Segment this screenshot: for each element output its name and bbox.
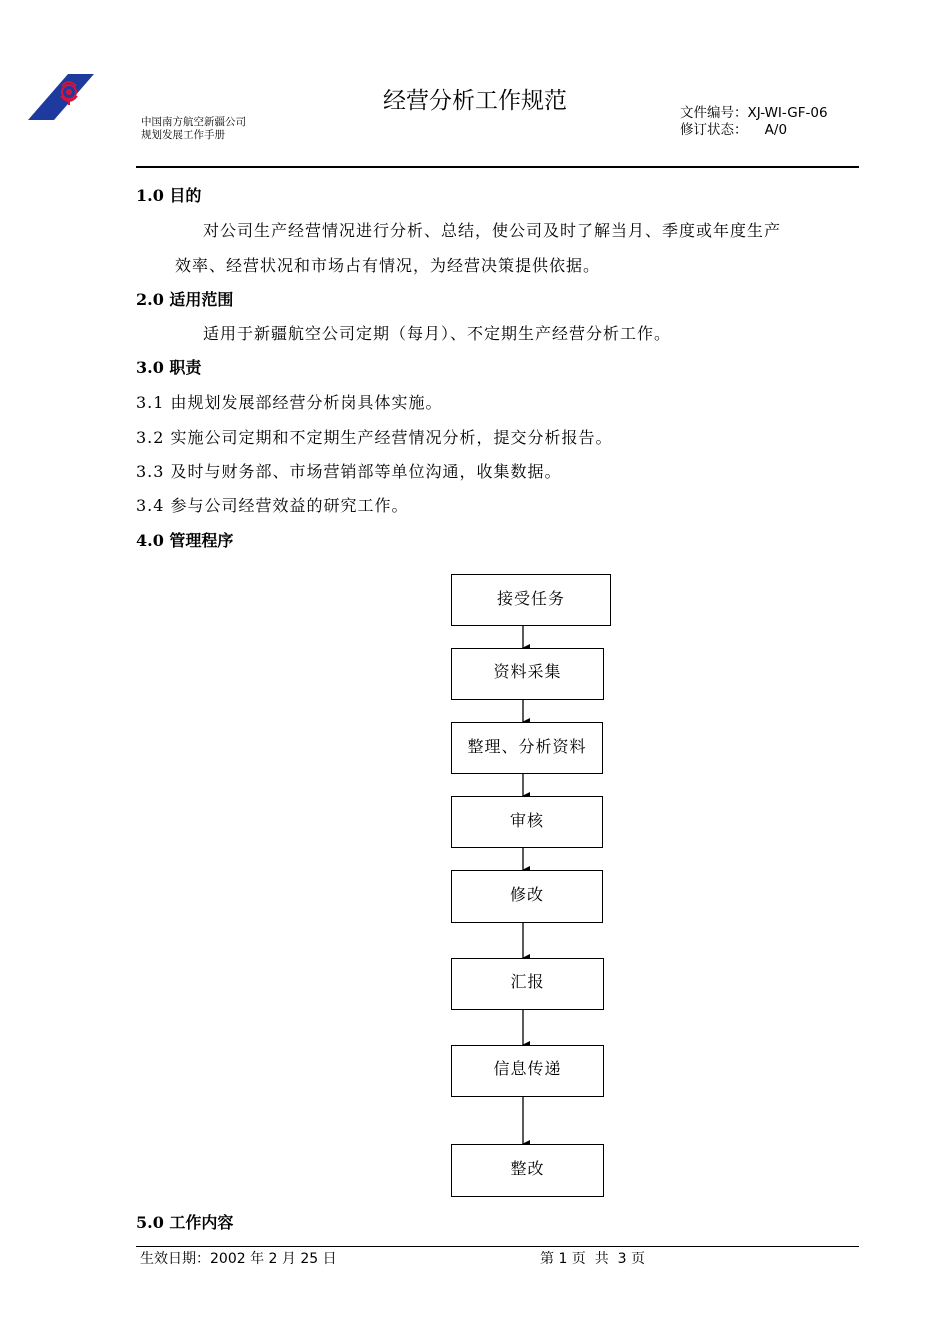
manual-name: 规划发展工作手册 bbox=[141, 129, 225, 141]
page-info: 第 1 页 共 3 页 bbox=[540, 1251, 645, 1267]
page-title: 经营分析工作规范 bbox=[383, 88, 567, 114]
section-2-heading: 2.0 适用范围 bbox=[136, 290, 234, 309]
flow-step-accept-task bbox=[451, 574, 611, 626]
footer-divider bbox=[136, 1246, 859, 1247]
section-3-item-4: 3.4 参与公司经营效益的研究工作。 bbox=[136, 496, 409, 515]
flow-step-label: 修改 bbox=[509, 885, 544, 904]
section-1-line-2: 效率、经营状况和市场占有情况，为经营决策提供依据。 bbox=[175, 256, 601, 275]
flow-step-review bbox=[451, 796, 603, 848]
section-1-heading: 1.0 目的 bbox=[136, 186, 202, 205]
flow-step-label: 接受任务 bbox=[496, 589, 565, 608]
flow-step-label: 整理、分析资料 bbox=[467, 737, 587, 756]
flow-step-report bbox=[451, 958, 604, 1010]
section-2-line-1: 适用于新疆航空公司定期（每月）、不定期生产经营分析工作。 bbox=[203, 324, 672, 343]
section-4-heading: 4.0 管理程序 bbox=[136, 531, 234, 550]
effective-date: 生效日期：2002 年 2 月 25 日 bbox=[140, 1251, 337, 1267]
section-3-heading: 3.0 职责 bbox=[136, 358, 202, 377]
section-1-line-1: 对公司生产经营情况进行分析、总结，使公司及时了解当月、季度或年度生产 bbox=[203, 221, 782, 240]
section-3-item-3: 3.3 及时与财务部、市场营销部等单位沟通，收集数据。 bbox=[136, 462, 562, 481]
flow-step-label: 整改 bbox=[510, 1159, 545, 1178]
flow-step-label: 汇报 bbox=[510, 972, 545, 991]
flow-step-transmit-info bbox=[451, 1045, 604, 1097]
flow-step-organize-analyze bbox=[451, 722, 603, 774]
flow-step-label: 资料采集 bbox=[493, 662, 562, 681]
company-name: 中国南方航空新疆公司 bbox=[141, 116, 246, 128]
revision-status: 修订状态： A/0 bbox=[680, 122, 788, 138]
section-3-item-2: 3.2 实施公司定期和不定期生产经营情况分析，提交分析报告。 bbox=[136, 428, 613, 447]
flow-step-collect-data bbox=[451, 648, 604, 700]
flow-step-rectify bbox=[451, 1144, 604, 1197]
flow-step-revise bbox=[451, 870, 603, 923]
flow-step-label: 审核 bbox=[509, 811, 544, 830]
section-3-item-1: 3.1 由规划发展部经营分析岗具体实施。 bbox=[136, 393, 443, 412]
doc-number: 文件编号：XJ-WI-GF-06 bbox=[680, 105, 828, 121]
flow-step-label: 信息传递 bbox=[493, 1059, 562, 1078]
section-5-heading: 5.0 工作内容 bbox=[136, 1213, 234, 1232]
